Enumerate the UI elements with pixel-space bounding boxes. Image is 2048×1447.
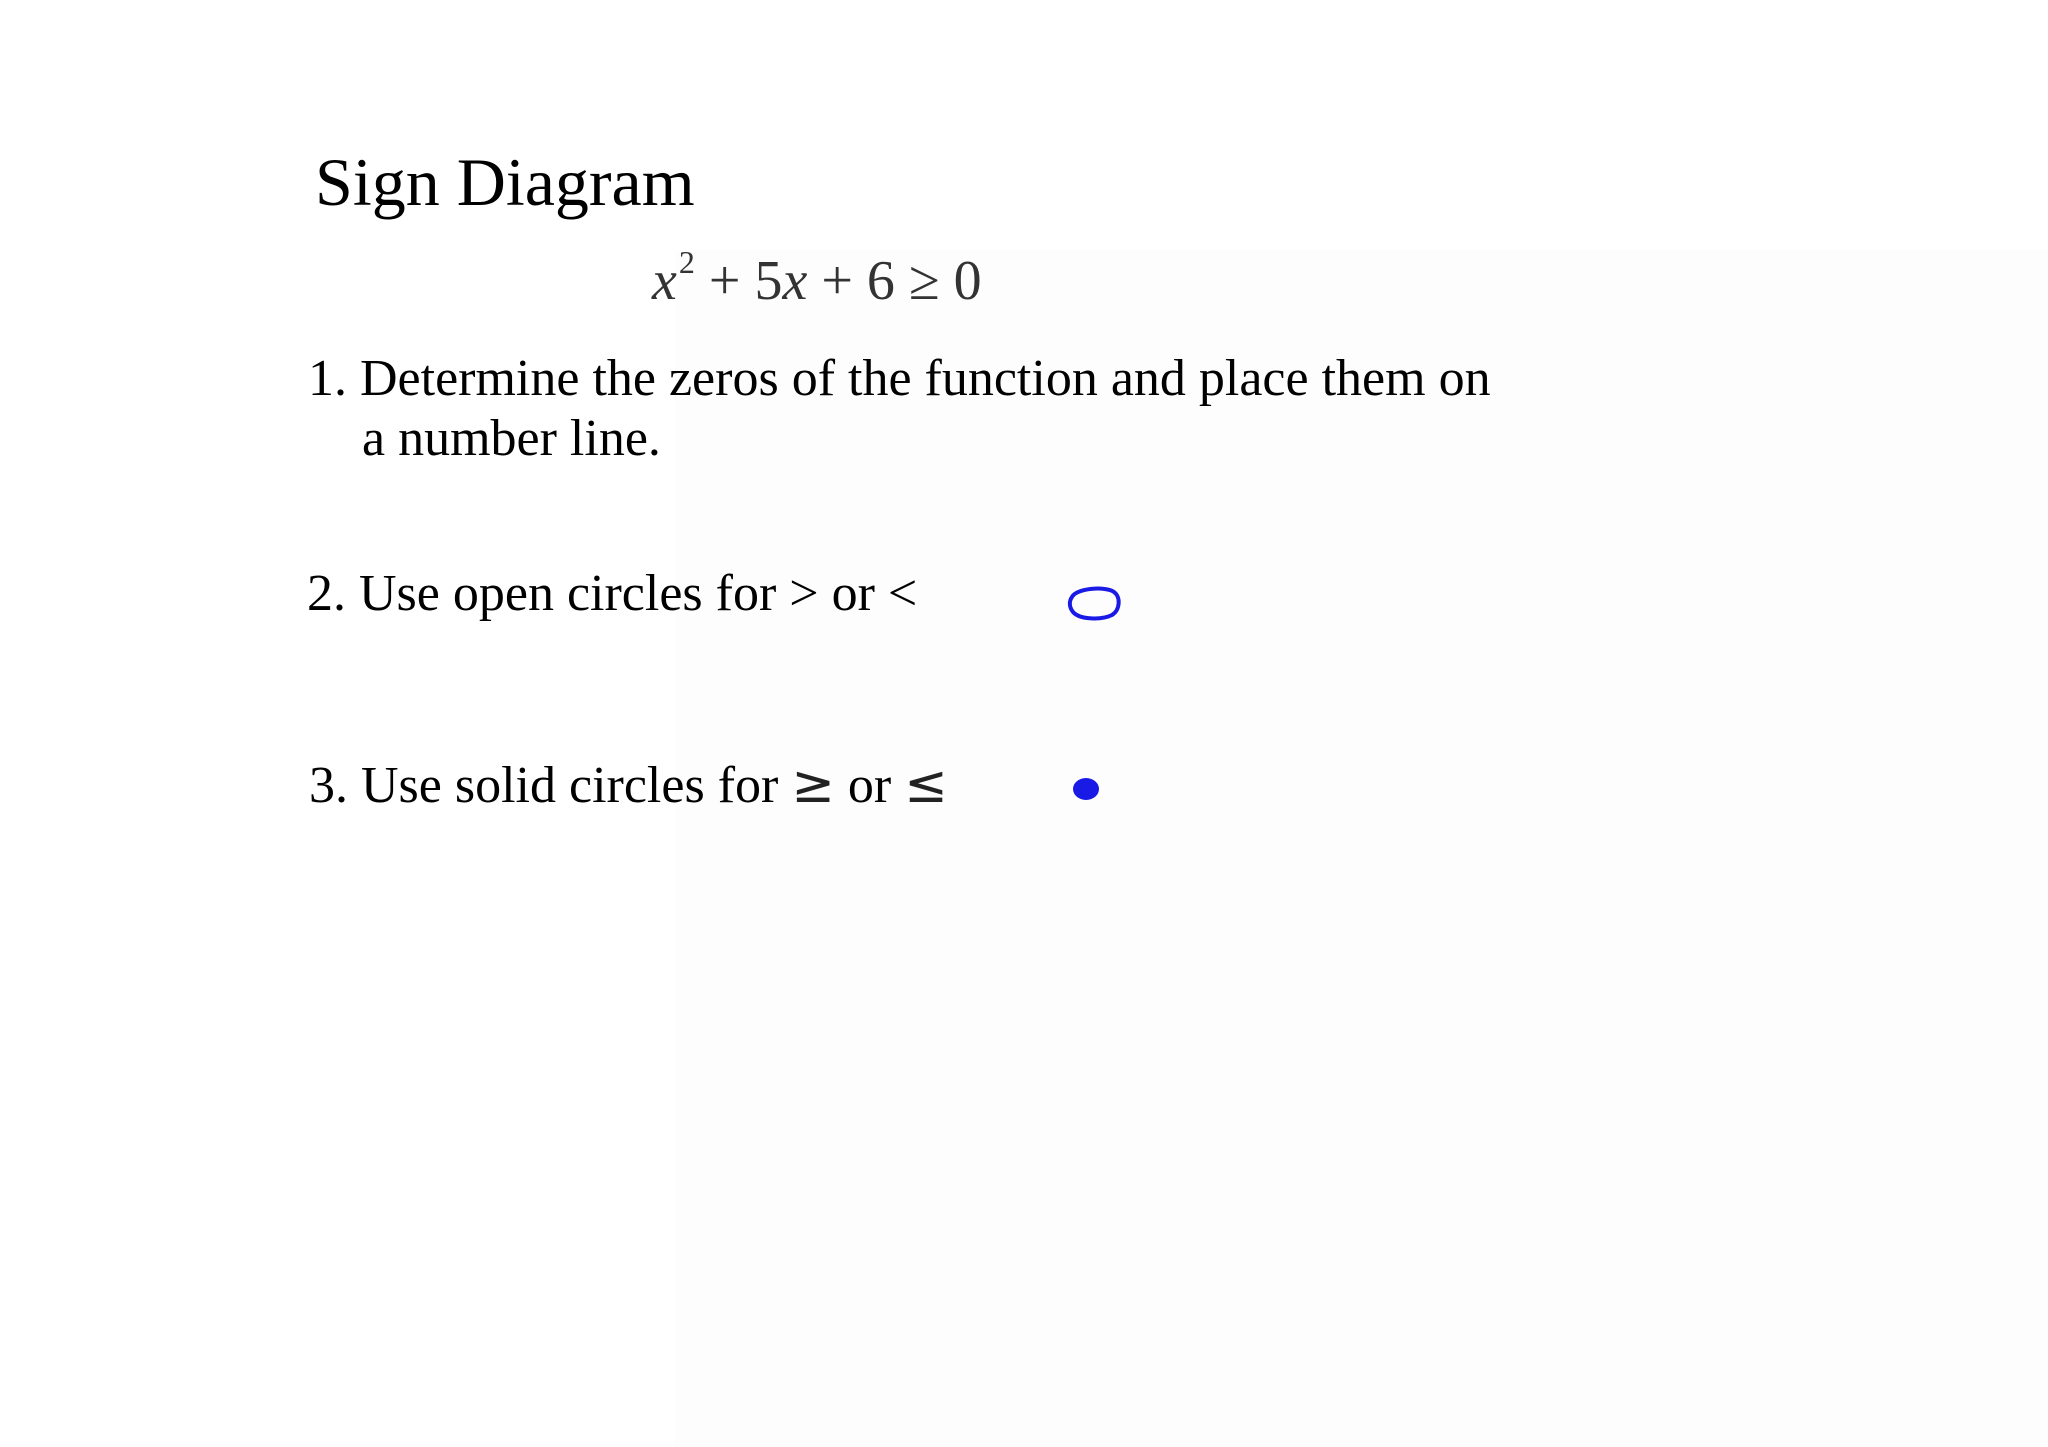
step-3-text: Use solid circles for (361, 757, 792, 814)
open-circle-icon (1066, 584, 1122, 622)
equation-tail: + 6 ≥ 0 (807, 250, 982, 312)
step-2-number: 2. (307, 565, 346, 622)
page-title: Sign Diagram (315, 144, 695, 220)
step-1-number: 1. (308, 350, 347, 407)
step-1-text: Determine the zeros of the function and place them on (360, 350, 1491, 407)
less-equal-symbol: ≤ (904, 755, 948, 815)
step-1-continuation: a number line. (362, 410, 661, 467)
step-3-number: 3. (309, 757, 348, 814)
equation-term: + 5 (694, 250, 783, 312)
step-2 (307, 564, 917, 624)
inequality-equation (652, 244, 982, 312)
background-panel (675, 250, 2048, 1447)
equation-variable: x (652, 250, 677, 312)
step-3 (309, 755, 948, 816)
equation-variable-2: x (782, 250, 808, 312)
step-2-text: Use open circles for > or < (359, 565, 918, 622)
greater-equal-symbol: ≥ (791, 755, 835, 815)
step-3-or: or (834, 757, 905, 814)
step-1 (308, 349, 1491, 409)
equation-exponent: 2 (678, 244, 695, 280)
solid-circle-icon (1071, 776, 1101, 802)
